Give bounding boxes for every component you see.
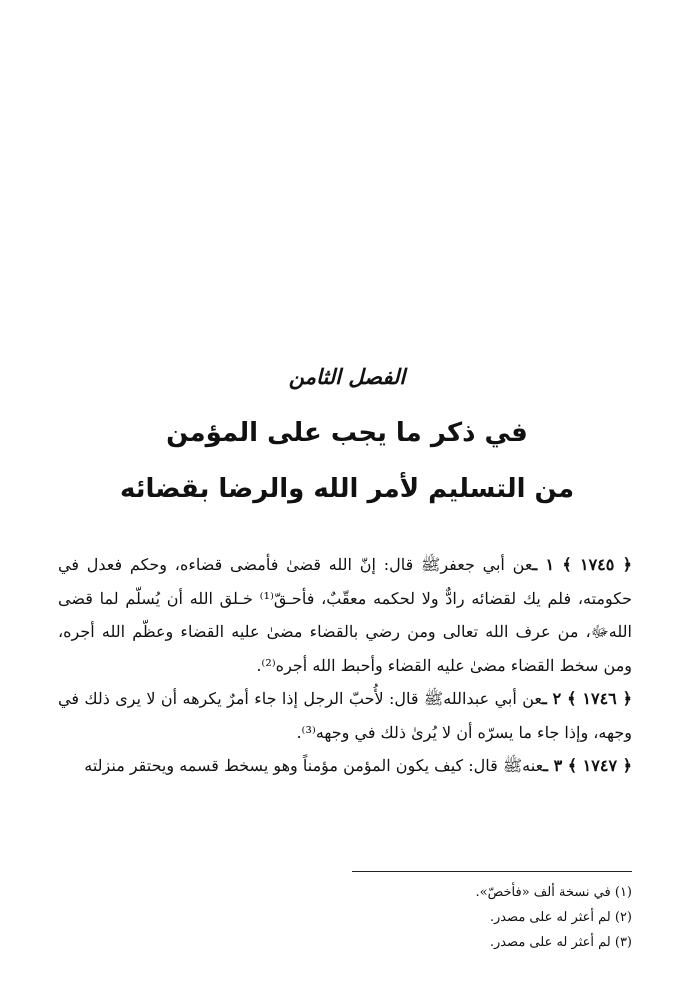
hadith-text: عنهﷺ قال: كيف يكون المؤمن مؤمناً وهو يسخط قسمه ويحتقر منزلته bbox=[84, 756, 544, 775]
hadith-text: عن أبي جعفرﷺ قال: إنّ الله قضىٰ فأمضى قضاءه، وحكم فعدل في حكومته، فلم يك لقضائه رادٌّ ولا لحكمه معقّبٌ، فأحـقّ⁽¹⁾ خـلق الله أن يُسلّم لما قضى اللهﷻ، من عرف الله تعالى ومن رضي بالقضاء مضىٰ عليه القضاء وعظّم الله أجره، ومن سخط القضاء مضىٰ عليه القضاء وأحبط الله أجره⁽²⁾. bbox=[58, 555, 632, 675]
hadith-body bbox=[58, 548, 632, 783]
footnote-divider bbox=[352, 871, 632, 872]
chapter-title-line-2: من التسليم لأمر الله والرضا بقضائه bbox=[119, 474, 575, 504]
hadith-1747 bbox=[58, 749, 632, 783]
hadith-1745 bbox=[58, 548, 632, 682]
hadith-1746 bbox=[58, 682, 632, 749]
footnote-3: (٣) لم أعثر له على مصدر. bbox=[489, 935, 632, 950]
chapter-label: الفصل الثامن bbox=[288, 364, 406, 389]
hadith-number: ﴿ ١٧٤٦ ﴾ ٢ ـ bbox=[542, 689, 633, 708]
hadith-text: عن أبي عبداللهﷺ قال: لأُحبّ الرجل إذا جاء أمرٌ يكرهه أن لا يرى ذلك في وجهه، وإذا جاء ما يسرّه أن لا يُرىٰ ذلك في وجهه⁽³⁾. bbox=[58, 689, 632, 742]
footnotes bbox=[58, 880, 632, 955]
footnote-1: (١) في نسخة ألف «فأخصّ». bbox=[475, 885, 632, 900]
hadith-number: ﴿ ١٧٤٥ ﴾ ١ ـ bbox=[532, 555, 632, 574]
hadith-number: ﴿ ١٧٤٧ ﴾ ٣ ـ bbox=[543, 756, 632, 775]
footnote-2: (٢) لم أعثر له على مصدر. bbox=[489, 910, 632, 925]
chapter-title-line-1: في ذكر ما يجب على المؤمن bbox=[166, 418, 528, 448]
